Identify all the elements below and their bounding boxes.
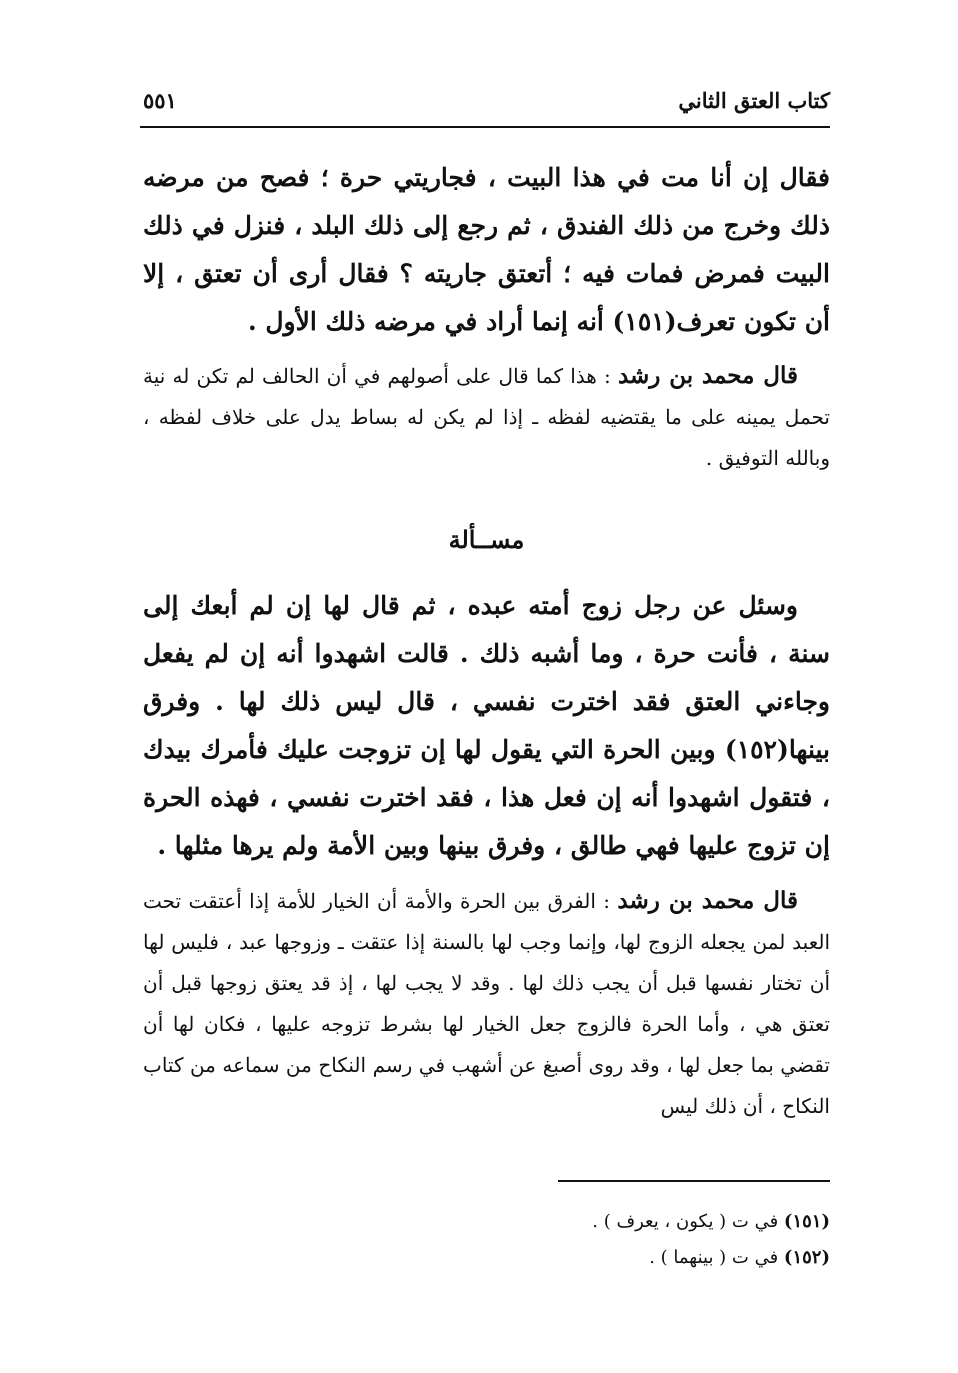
commentary-text: : الفرق بين الحرة والأمة أن الخيار للأمة إذا أعتقت تحت العبد لمن يجعله الزوج لها، وإنما وجب لها بالسنة إذا عتقت ـ وزوجها عبد ، فليس لها أن تختار نفسها قبل أن يجب ذلك لها . وقد لا يجب لها ، إذ قد يعتق زوجها قبل أن تعتق هي ، وأما الحرة فالزوج جعل الخيار لها بشرط تزوجه عليها ، فكان لها أن تقضي بما جعل لها ، وقد روى أصبغ عن أشهب في رسم النكاح من سماعه من كتاب النكاح ، أن ذلك ليس <box>143 889 830 1118</box>
book-title: كتاب العتق الثاني <box>678 88 830 113</box>
footnote-separator <box>558 1180 830 1182</box>
commentary-text: : هذا كما قال على أصولهم في أن الحالف لم تكن له نية تحمل يمينه على ما يقتضيه لفظه ـ إذا لم يكن له بساط يدل على خلاف لفظه ، وبالله التوفيق . <box>143 364 830 470</box>
main-text-paragraph-2: وسئل عن رجل زوج أمته عبده ، ثم قال لها إن لم أبعك إلى سنة ، فأنت حرة ، وما أشبه ذلك . قالت اشهدوا أنه إن لم يفعل وجاءني العتق فقد اخترت نفسي ، قال ليس ذلك لها . وفرق بينها(١٥٢) وبين الحرة التي يقول لها إن تزوجت عليك فأمرك بيدك ، فتقول اشهدوا أنه إن فعل هذا ، فقد اخترت نفسي ، فهذه الحرة إن تزوج عليها فهي طالق ، وفرق بينها وبين الأمة ولم يرها مثلها . <box>143 591 830 860</box>
commentary-paragraph-1 <box>143 355 830 479</box>
footnotes <box>143 1204 830 1276</box>
main-text-paragraph-1: فقال إن أنا مت في هذا البيت ، فجاريتي حرة ؛ فصح من مرضه ذلك وخرج من ذلك الفندق ، ثم رجع إلى ذلك البلد ، فنزل في ذلك البيت فمرض فمات فيه ؛ أتعتق جاريته ؟ فقال أرى أن تعتق ، إلا أن تكون تعرف(١٥١) أنه إنما أراد في مرضه ذلك الأول . <box>143 163 830 336</box>
footnote-152 <box>143 1240 830 1276</box>
commentary-paragraph-2 <box>143 880 830 1127</box>
running-header <box>143 88 830 124</box>
commentary-speaker: قال محمد بن رشد <box>617 887 798 914</box>
header-rule <box>140 126 830 128</box>
footnote-text: في ت ( بينهما ) . <box>649 1247 784 1268</box>
footnote-number: (١٥٢) <box>783 1247 830 1268</box>
page-number: ٥٥١ <box>143 88 177 113</box>
footnote-number: (١٥١) <box>783 1211 830 1232</box>
section-title: مســألة <box>448 525 525 554</box>
footnote-151 <box>143 1204 830 1240</box>
footnote-text: في ت ( يكون ، يعرف ) . <box>592 1211 784 1232</box>
commentary-speaker: قال محمد بن رشد <box>617 362 799 389</box>
